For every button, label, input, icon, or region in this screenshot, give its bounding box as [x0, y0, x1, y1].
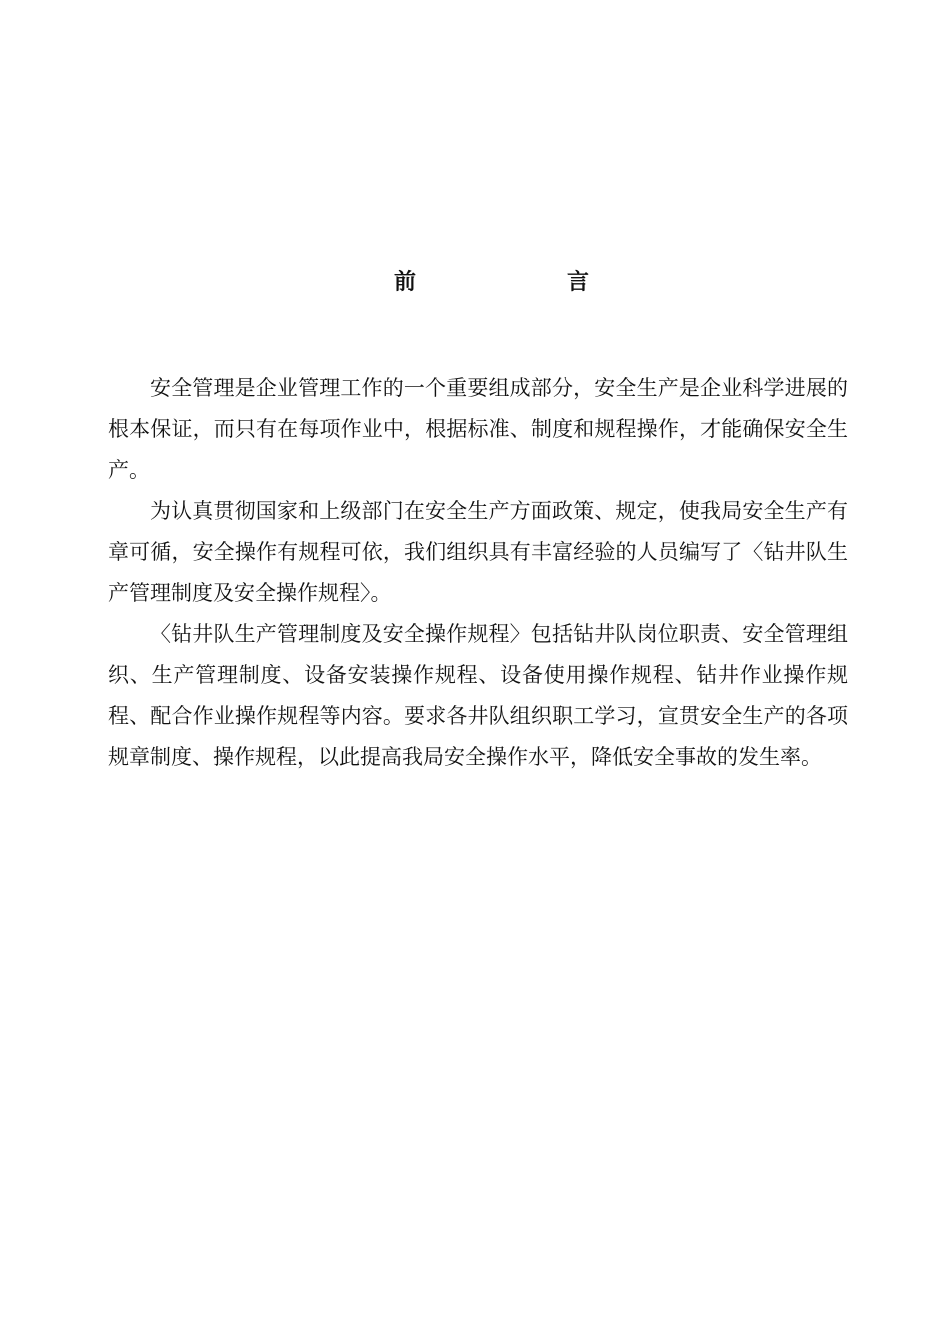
paragraph-3: 〈钻井队生产管理制度及安全操作规程〉包括钻井队岗位职责、安全管理组织、生产管理制度、设备安装操作规程、设备使用操作规程、钻井作业操作规程、配合作业操作规程等内容。要求各井队组织职工学习，宣贯安全生产的各项规章制度、操作规程，以此提高我局安全操作水平，降低安全事故的发生率。 [108, 622, 848, 769]
title-char-2: 言 [567, 269, 590, 295]
title-char-1: 前 [394, 269, 417, 295]
paragraph-1: 安全管理是企业管理工作的一个重要组成部分，安全生产是企业科学进展的根本保证，而只有在每项作业中，根据标准、制度和规程操作，才能确保安全生产。 [108, 376, 848, 482]
paragraph-2: 为认真贯彻国家和上级部门在安全生产方面政策、规定，使我局安全生产有章可循，安全操作有规程可依，我们组织具有丰富经验的人员编写了〈钻井队生产管理制度及安全操作规程〉。 [108, 499, 848, 605]
preface-body [108, 368, 848, 778]
